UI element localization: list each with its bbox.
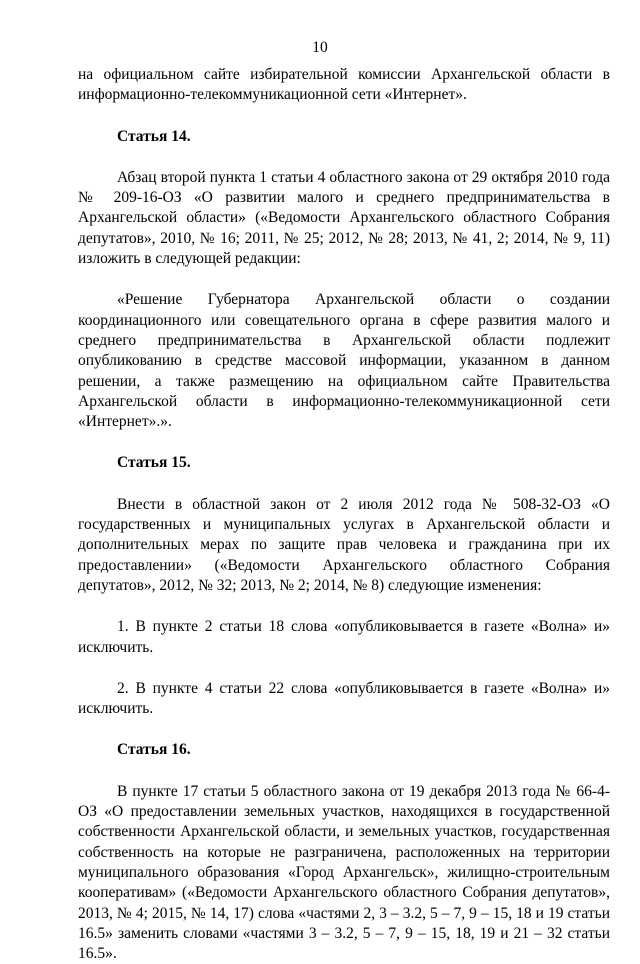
spacer — [78, 596, 610, 617]
article-15-paragraph: Внести в областной закон от 2 июля 2012 года № 508-32-ОЗ «О государственных и муниципальных услугах в Архангельской области и дополнительных мерах по защите прав человека и гражданина при их предоставлении» («Ведомости Архангельского областного Собрания депутатов», 2012, № 32; 2013, № 2; 2014, № 8) следующие изменения: — [78, 495, 610, 594]
article-15-item-2: 2. В пункте 4 статьи 22 слова «опубликовывается в газете «Волна» и» исключить. — [78, 679, 610, 718]
article-16-heading: Статья 16. — [117, 741, 191, 759]
article-14-paragraph: Абзац второй пункта 1 статьи 4 областного закона от 29 октября 2010 года № 209-16-ОЗ «О развитии малого и среднего предпринимательства в Архангельской области» («Ведомости Архангельского областного Собрания депутатов», 2010, № 16; 2011, № 25; 2012, № 28; 2013, № 41, 2; 2014, № 9, 11) изложить в следующей редакции: — [78, 168, 610, 268]
spacer — [78, 147, 610, 168]
spacer — [78, 474, 610, 495]
spacer — [78, 761, 610, 782]
spacer — [78, 432, 610, 453]
spacer — [78, 658, 610, 679]
spacer — [78, 106, 610, 127]
spacer — [78, 269, 610, 290]
article-16-paragraph: В пункте 17 статьи 5 областного закона от 19 декабря 2013 года № 66-4-ОЗ «О предоставлении земельных участков, находящихся в государственной собственности Архангельской области, и земельных участков, государственная собственность на которые не разграничена, расположенных на территории муниципального образования «Город Архангельск», жилищно-строительным кооперативам» («Ведомости Архангельского областного Собрания депутатов», 2013, № 4; 2015, № 14, 17) слова «частями 2, 3 – 3.2, 5 – 7, 9 – 15, 18 и 19 статьи 16.5» заменить словами «частями 3 – 3.2, 5 – 7, 9 – 15, 18, 19 и 21 – 32 статьи 16.5». — [78, 782, 610, 963]
article-14-quote: «Решение Губернатора Архангельской области о создании координационного или совещательного органа в сфере развития малого и среднего предпринимательства в Архангельской области подлежит опубликованию в средстве массовой информации, указанном в данном решении, а также размещению на официальном сайте Правительства Архангельской области в информационно-телекоммуникационной сети «Интернет».». — [78, 291, 610, 431]
document-body — [78, 65, 610, 964]
paragraph-continuation: на официальном сайте избирательной комиссии Архангельской области в информационно-телекоммуникационной сети «Интернет». — [78, 66, 610, 104]
spacer — [78, 719, 610, 740]
page-number: 10 — [312, 39, 328, 56]
article-14-heading: Статья 14. — [117, 127, 191, 145]
article-15-item-1: 1. В пункте 2 статьи 18 слова «опубликовывается в газете «Волна» и» исключить. — [78, 618, 610, 656]
article-15-heading: Статья 15. — [117, 454, 191, 472]
